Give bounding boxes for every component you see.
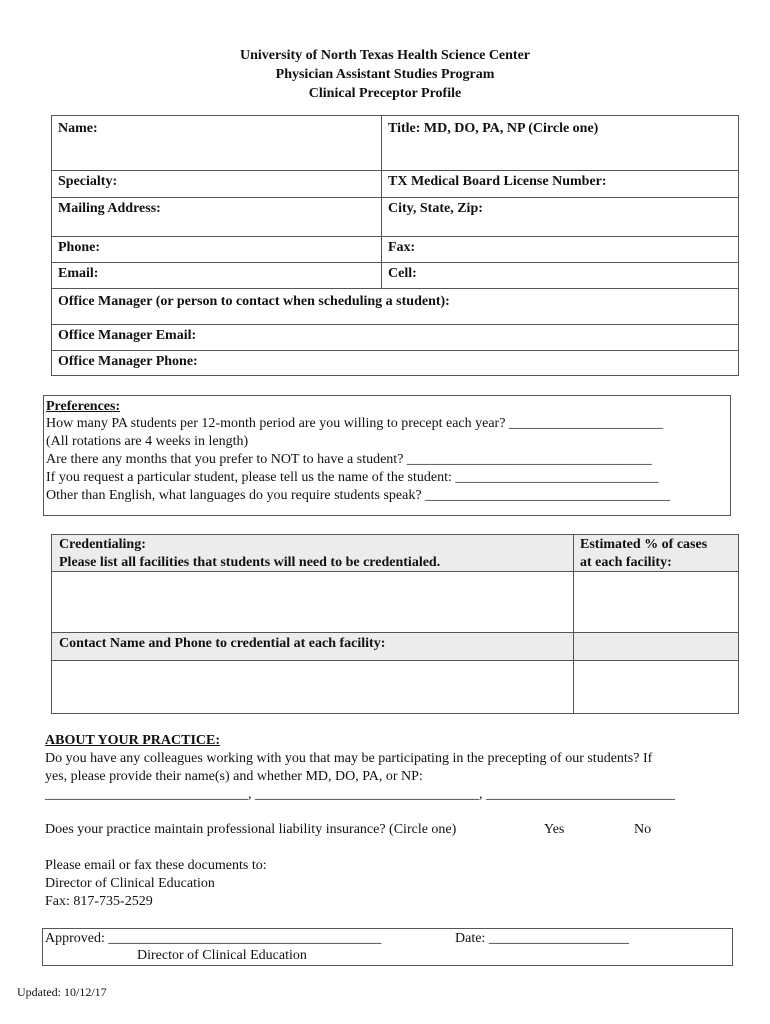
specialty-field-label[interactable]: Specialty: xyxy=(58,174,118,189)
excluded-months-question[interactable]: Are there any months that you prefer to NOT to have a student? ___________________________________ xyxy=(46,452,652,467)
city-state-zip-field-label[interactable]: City, State, Zip: xyxy=(388,201,483,216)
row-divider xyxy=(52,632,738,633)
credential-contact-label: Contact Name and Phone to credential at each facility: xyxy=(59,636,386,651)
facilities-entry-cell[interactable] xyxy=(52,572,573,632)
contact-entry-cell[interactable] xyxy=(52,661,573,713)
contact-info-table xyxy=(51,115,739,376)
phone-field-label[interactable]: Phone: xyxy=(58,240,100,255)
approved-signature-line[interactable]: Approved: _______________________________________ xyxy=(45,931,382,946)
document-header xyxy=(0,46,770,103)
students-per-year-question[interactable]: How many PA students per 12-month period are you willing to precept each year? ______________________ xyxy=(46,416,663,431)
email-field-label[interactable]: Email: xyxy=(58,266,99,281)
colleagues-question: Do you have any colleagues working with you that may be participating in the precepting of our students? If xyxy=(45,751,653,766)
row-divider xyxy=(52,262,738,263)
license-field-label[interactable]: TX Medical Board License Number: xyxy=(388,174,607,189)
send-fax-number: Fax: 817-735-2529 xyxy=(45,894,153,909)
fax-field-label[interactable]: Fax: xyxy=(388,240,416,255)
preferences-heading: Preferences: xyxy=(46,399,121,414)
office-manager-field-label[interactable]: Office Manager (or person to contact when scheduling a student): xyxy=(58,294,450,309)
form-title: Clinical Preceptor Profile xyxy=(308,86,462,101)
program-name: Physician Assistant Studies Program xyxy=(275,67,495,82)
name-field-label[interactable]: Name: xyxy=(58,121,98,136)
estimate-heading: Estimated % of cases xyxy=(580,537,708,552)
credentialing-instruction: Please list all facilities that students will need to be credentialed. xyxy=(59,555,441,570)
approver-title: Director of Clinical Education xyxy=(137,948,307,963)
approval-box xyxy=(42,928,733,966)
row-divider xyxy=(52,197,738,198)
insurance-question: Does your practice maintain professional liability insurance? (Circle one) xyxy=(45,822,457,837)
requested-student-question[interactable]: If you request a particular student, please tell us the name of the student: _____________________________ xyxy=(46,470,659,485)
estimate-entry-cell[interactable] xyxy=(574,572,738,632)
preferences-box xyxy=(43,395,731,516)
practice-heading: ABOUT YOUR PRACTICE: xyxy=(45,733,221,748)
languages-question[interactable]: Other than English, what languages do you require students speak? ___________________________________ xyxy=(46,488,671,503)
mailing-address-field-label[interactable]: Mailing Address: xyxy=(58,201,161,216)
cell-field-label[interactable]: Cell: xyxy=(388,266,417,281)
title-field-label[interactable]: Title: MD, DO, PA, NP (Circle one) xyxy=(388,121,599,136)
row-divider xyxy=(52,350,738,351)
institution-name: University of North Texas Health Science Center xyxy=(239,48,531,63)
approval-date-line[interactable]: Date: ____________________ xyxy=(455,931,629,946)
office-manager-email-field-label[interactable]: Office Manager Email: xyxy=(58,328,197,343)
credentialing-table xyxy=(51,534,739,714)
send-instructions: Please email or fax these documents to: xyxy=(45,858,267,873)
row-divider xyxy=(52,324,738,325)
send-recipient: Director of Clinical Education xyxy=(45,876,215,891)
row-divider xyxy=(52,288,738,289)
colleagues-question-cont: yes, please provide their name(s) and whether MD, DO, PA, or NP: xyxy=(45,769,423,784)
insurance-yes-option[interactable]: Yes xyxy=(544,822,565,837)
row-divider xyxy=(52,236,738,237)
office-manager-phone-field-label[interactable]: Office Manager Phone: xyxy=(58,354,198,369)
insurance-no-option[interactable]: No xyxy=(634,822,652,837)
rotation-length-note: (All rotations are 4 weeks in length) xyxy=(46,434,249,449)
column-divider xyxy=(381,116,382,288)
estimate-heading-cont: at each facility: xyxy=(580,555,672,570)
updated-date: Updated: 10/12/17 xyxy=(17,985,107,999)
colleagues-blanks[interactable]: _____________________________, ________________________________, ___________________________ xyxy=(45,787,675,802)
credentialing-heading: Credentialing: xyxy=(59,537,146,552)
row-divider xyxy=(52,170,738,171)
